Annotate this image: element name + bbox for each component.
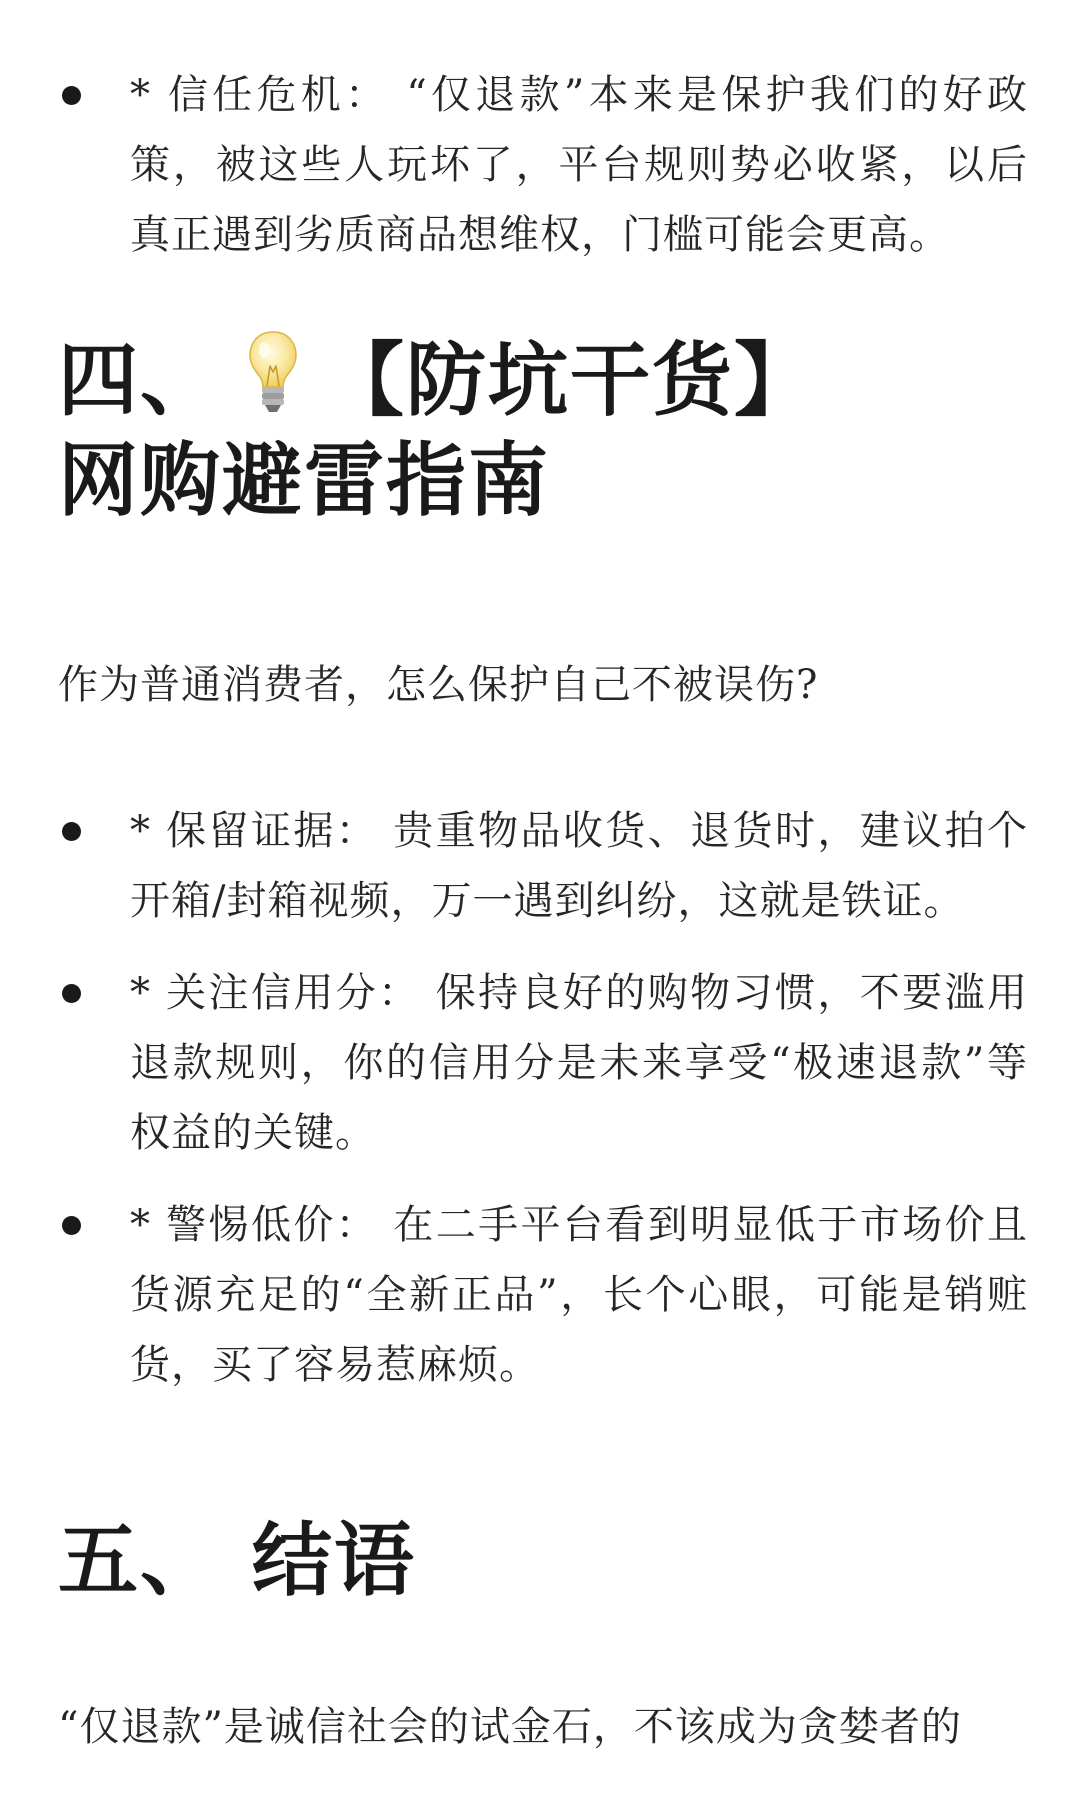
section4-heading-suffix: 【防坑干货】: [324, 333, 816, 427]
bullet-text: * 警惕低价： 在二手平台看到明显低于市场价且货源充足的“全新正品”，长个心眼，可能是销赃货，买了容易惹麻烦。: [130, 1202, 1028, 1388]
bullet-dot-icon: [62, 86, 81, 105]
bullet-dot-icon: [62, 822, 81, 841]
bullet-text: * 信任危机： “仅退款”本来是保护我们的好政策，被这些人玩坏了，平台规则势必收紧，以后真正遇到劣质商品想维权，门槛可能会更高。: [130, 72, 1028, 258]
section4-bullet-list: [58, 796, 1028, 1400]
section5-heading: [58, 1510, 416, 1610]
section4-heading-prefix: 四、: [58, 333, 222, 427]
section5-paragraph: “仅退款”是诚信社会的试金石，不该成为贪婪者的: [58, 1704, 962, 1750]
list-item: [58, 958, 1028, 1168]
bullet-text: * 保留证据： 贵重物品收货、退货时，建议拍个开箱/封箱视频，万一遇到纠纷，这就是铁证。: [130, 808, 1028, 924]
list-item: [58, 1190, 1028, 1400]
bullet-dot-icon: [62, 1216, 81, 1235]
section3-bullet-list: [58, 60, 1028, 270]
bullet-text: * 关注信用分： 保持良好的购物习惯，不要滥用退款规则，你的信用分是未来享受“极速退款”等权益的关键。: [130, 970, 1028, 1156]
section4-heading-line2: 网购避雷指南: [58, 433, 550, 527]
section4-heading-line1: [58, 330, 816, 430]
section4-heading: [58, 330, 816, 530]
bullet-dot-icon: [62, 984, 81, 1003]
section5-heading-text: 五、 结语: [58, 1513, 416, 1607]
section4-intro: 作为普通消费者，怎么保护自己不被误伤?: [58, 662, 819, 708]
light-bulb-icon: [248, 330, 298, 416]
list-item: [58, 60, 1028, 270]
list-item: [58, 796, 1028, 936]
